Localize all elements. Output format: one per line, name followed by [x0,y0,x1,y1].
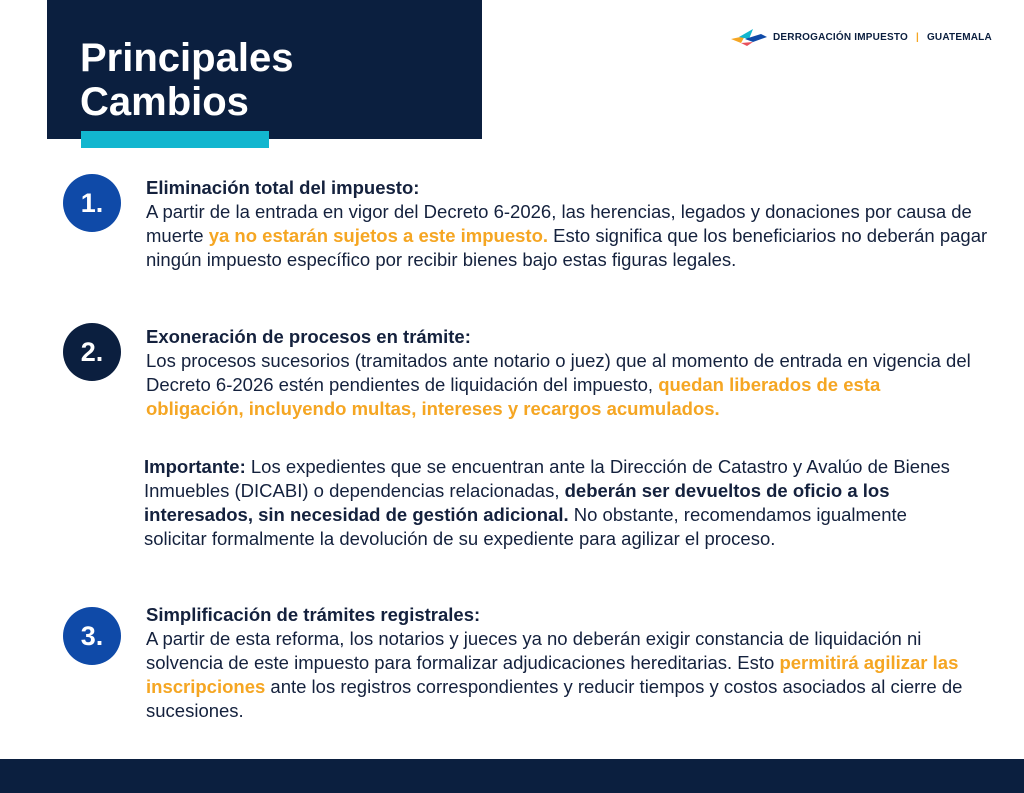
section-3-heading: Simplificación de trámites registrales: [146,604,481,625]
section-3-body-1: A partir de esta reforma, los notarios y jueces ya no deberán exigir constancia de liquidación ni solvencia de este impuesto para formalizar adjudicaciones hereditarias. Esto [146,628,922,673]
page-title [80,36,293,124]
section-3-body-2: ante los registros correspondientes y reducir tiempos y costos asociados al cierre de sucesiones. [146,676,963,721]
section-2-highlight: quedan liberados de esta obligación, incluyendo multas, intereses y recargos acumulados. [146,374,881,419]
section-2-body-1: Los procesos sucesorios (tramitados ante notario o juez) que al momento de entrada en vigencia del Decreto 6-2026 estén pendientes de liquidación del impuesto, [146,350,971,395]
important-body-1: Los expedientes que se encuentran ante la Dirección de Catastro y Avalúo de Bienes Inmuebles (DICABI) o dependencias relacionadas, [144,456,950,501]
section-2-text [146,325,981,421]
section-2-heading: Exoneración de procesos en trámite: [146,326,471,347]
brand-country: GUATEMALA [926,31,992,43]
number-badge-1: 1. [63,174,121,232]
page-title-line-1: Principales [80,36,294,80]
important-note [144,455,954,551]
page-title-line-2: Cambios [80,80,249,124]
important-label: Importante: [144,456,246,477]
section-3-highlight: permitirá agilizar las inscripciones [146,652,959,697]
section-3-text [146,603,991,723]
number-badge-3: 3. [63,607,121,665]
important-bold: deberán ser devueltos de oficio a los interesados, sin necesidad de gestión adicional. [144,480,890,525]
title-block [47,0,482,139]
section-1-highlight: ya no estarán sujetos a este impuesto. [208,225,549,246]
section-1-text [146,176,996,272]
bird-logo-icon [731,27,767,47]
brand-separator: | [915,31,919,43]
title-accent-bar [81,131,269,148]
important-body-2: No obstante, recomendamos igualmente solicitar formalmente la devolución de su expediente para agilizar el proceso. [144,504,907,549]
brand-header [731,26,992,48]
brand-name: DERROGACIÓN IMPUESTO [773,31,908,43]
section-1-body-2: Esto significa que los beneficiarios no deberán pagar ningún impuesto específico por recibir bienes bajo estas figuras legales. [146,225,988,270]
section-1-body-1: A partir de la entrada en vigor del Decreto 6-2026, las herencias, legados y donaciones por causa de muerte [146,201,972,246]
section-1-heading: Eliminación total del impuesto: [146,177,420,198]
footer-bar [0,759,1024,793]
number-badge-2: 2. [63,323,121,381]
